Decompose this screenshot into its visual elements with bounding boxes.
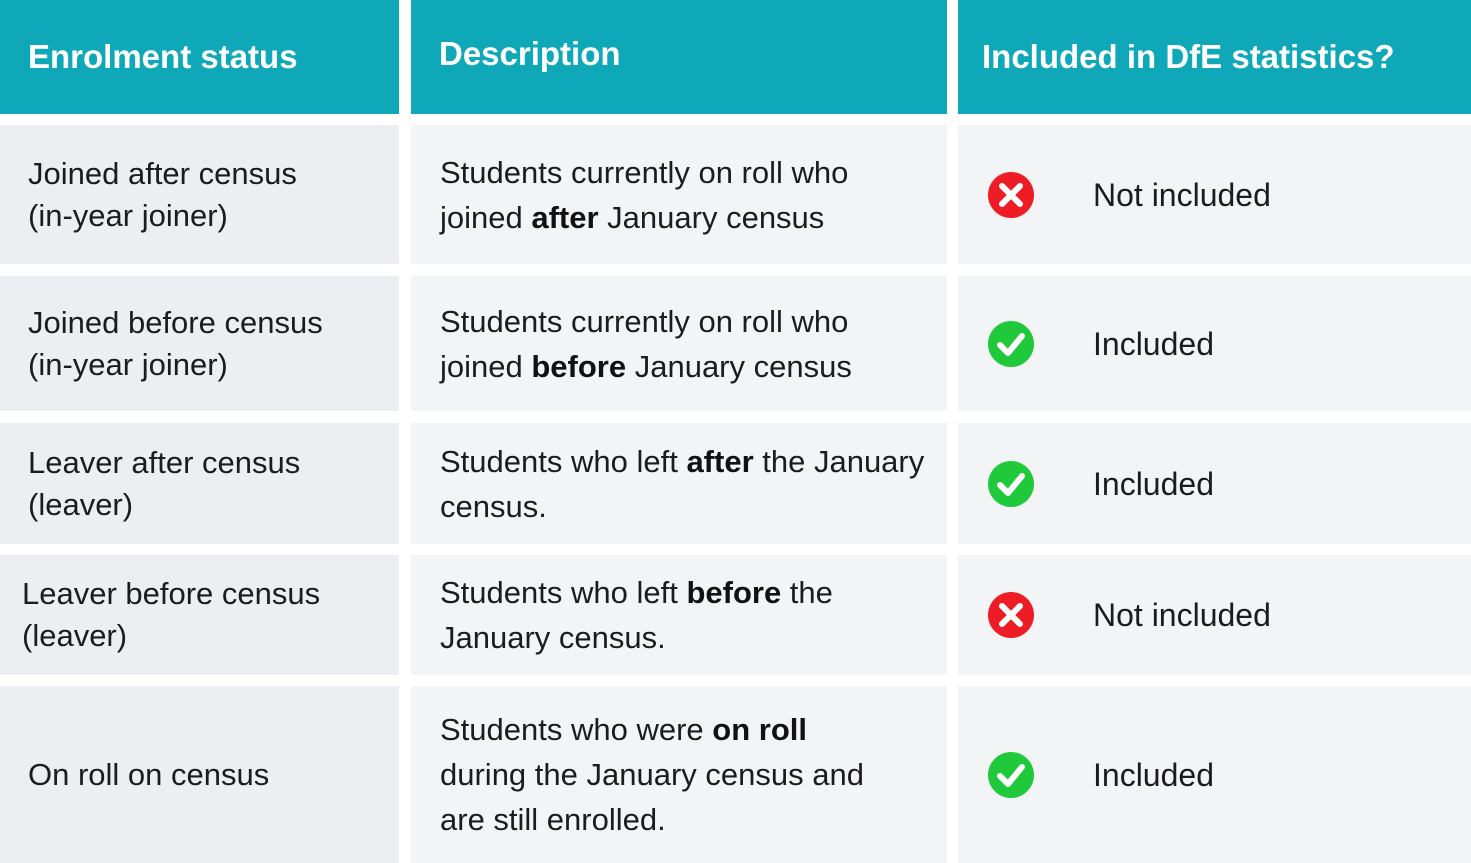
desc-text: January census xyxy=(598,199,825,235)
table-row-description xyxy=(411,555,947,675)
included-label: Included xyxy=(1093,756,1214,793)
table-row-included xyxy=(958,276,1471,411)
check-icon xyxy=(987,460,1035,508)
header-label: Description xyxy=(439,35,621,72)
desc-text: Students who were xyxy=(440,712,713,747)
included-label: Not included xyxy=(1093,597,1271,633)
header-label: Included in DfE statistics? xyxy=(982,38,1395,75)
table-row-status xyxy=(0,423,399,544)
status-text xyxy=(28,153,297,237)
description-text xyxy=(440,707,877,842)
header-label: Enrolment status xyxy=(28,38,298,75)
cross-icon xyxy=(987,171,1035,219)
status-text xyxy=(28,442,300,526)
table-row-status xyxy=(0,125,399,264)
desc-text: Students currently on roll who joined xyxy=(440,154,849,235)
included-label: Not included xyxy=(1093,176,1271,213)
desc-bold: after xyxy=(686,443,754,479)
header-description xyxy=(411,0,947,114)
header-enrolment-status xyxy=(0,0,399,114)
status-text xyxy=(22,573,320,657)
description-text xyxy=(440,299,927,389)
table-row-included xyxy=(958,423,1471,544)
table-row-description xyxy=(411,276,947,411)
status-text xyxy=(28,302,323,386)
status-line: Leaver after census xyxy=(28,444,301,480)
table-row-status xyxy=(0,555,399,675)
status-line: (in-year joiner) xyxy=(28,197,228,233)
table-row-included xyxy=(958,686,1471,863)
desc-bold: before xyxy=(531,348,627,384)
desc-bold: before xyxy=(686,575,782,610)
included-label: Included xyxy=(1093,465,1214,502)
desc-text: Students currently on roll who joined xyxy=(440,303,849,384)
cross-icon xyxy=(987,591,1035,639)
table-row-description xyxy=(411,423,947,544)
status-line: (leaver) xyxy=(28,486,134,522)
table-row-status xyxy=(0,686,399,863)
included-label: Included xyxy=(1093,325,1214,362)
table-row-status xyxy=(0,276,399,411)
desc-text: January census xyxy=(626,348,852,384)
desc-text: the January census. xyxy=(440,443,925,524)
status-line: On roll on census xyxy=(28,756,270,792)
status-line: Joined after census xyxy=(28,155,297,191)
table-row-included xyxy=(958,125,1471,264)
table-row-description xyxy=(411,125,947,264)
status-line: Leaver before census xyxy=(22,576,321,611)
table-row-description xyxy=(411,686,947,863)
description-text xyxy=(440,439,927,529)
description-text xyxy=(440,570,927,660)
check-icon xyxy=(987,751,1035,799)
desc-bold: on roll xyxy=(712,712,807,747)
desc-text: during the January census and are still enrolled. xyxy=(440,757,864,837)
header-included xyxy=(958,0,1471,114)
desc-bold: after xyxy=(531,199,599,235)
desc-text: the January census. xyxy=(440,575,833,655)
desc-text: Students who left xyxy=(440,443,687,479)
description-text xyxy=(440,150,927,240)
status-line: (leaver) xyxy=(22,618,128,653)
check-icon xyxy=(987,320,1035,368)
status-text xyxy=(28,754,269,796)
status-line: (in-year joiner) xyxy=(28,346,228,382)
status-line: Joined before census xyxy=(28,304,323,340)
table-row-included xyxy=(958,555,1471,675)
desc-text: Students who left xyxy=(440,575,687,610)
